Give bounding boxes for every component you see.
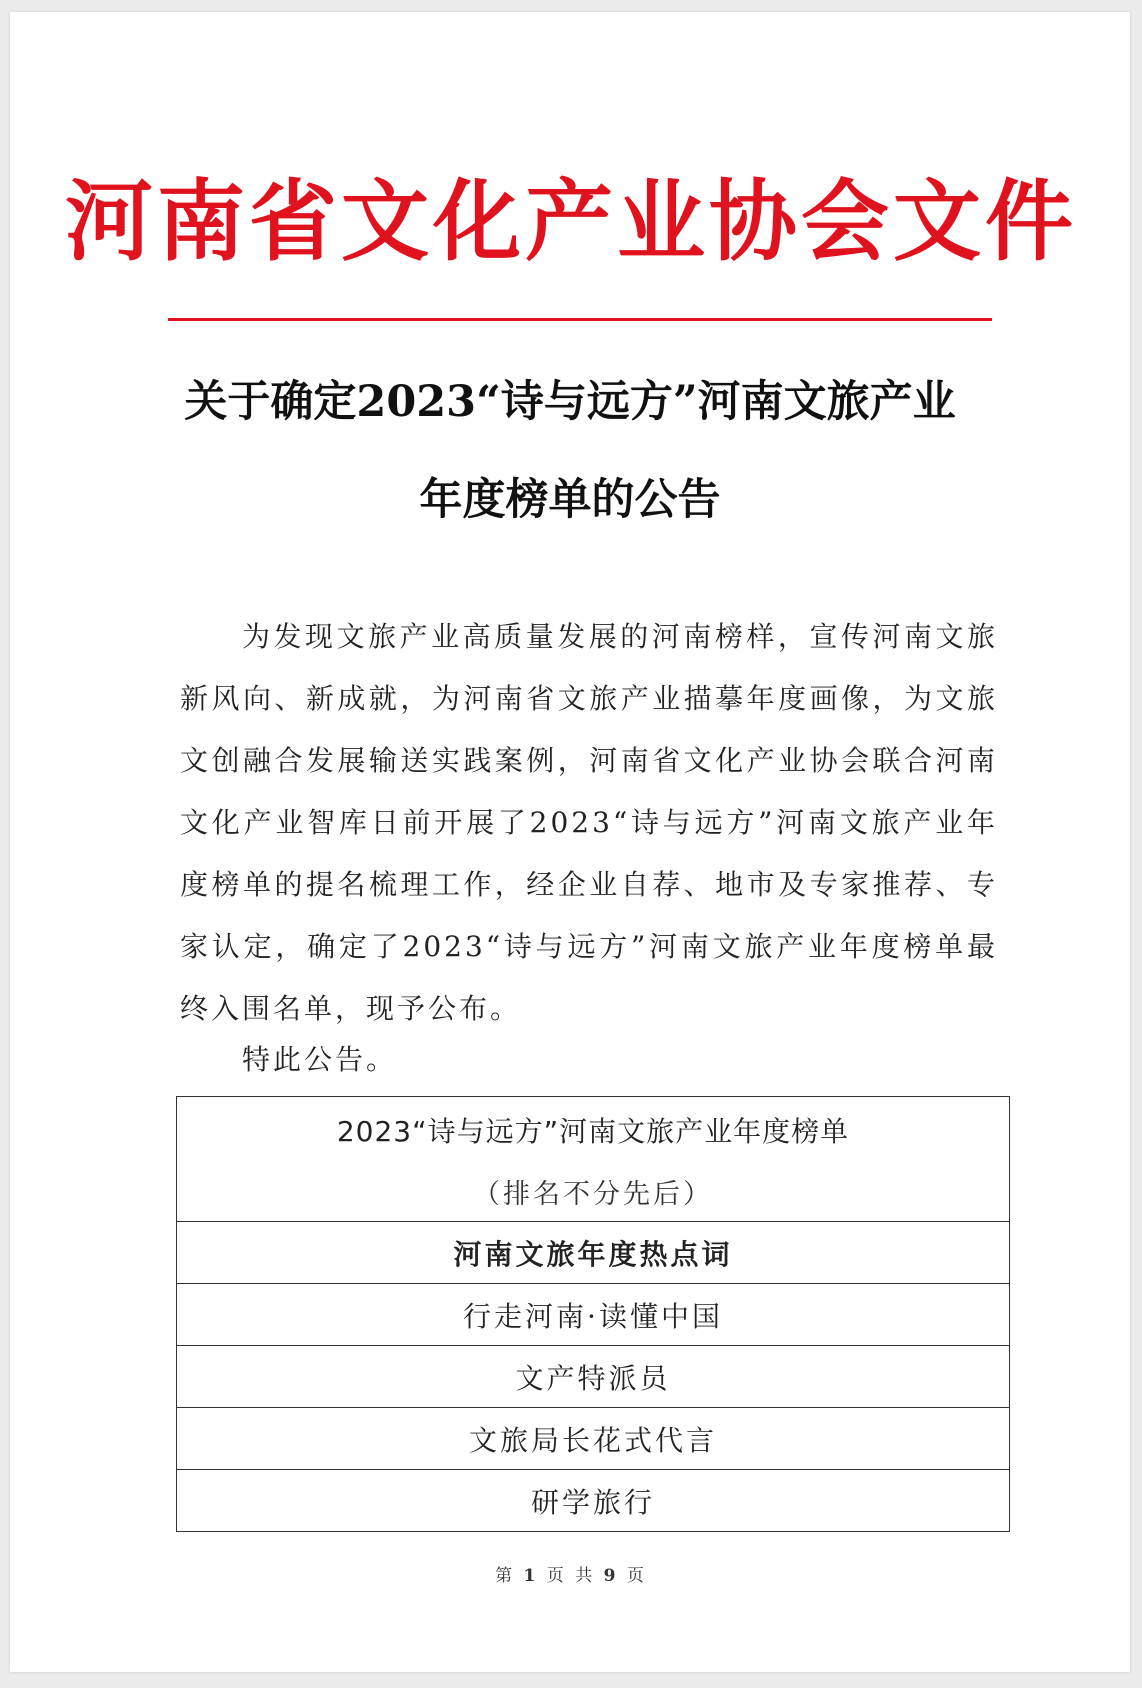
table-row <box>177 1470 1010 1532</box>
footer-middle: 页 共 <box>546 1566 596 1586</box>
table-item: 行走河南·读懂中国 <box>177 1284 1010 1346</box>
table-row <box>177 1284 1010 1346</box>
ranking-table <box>176 1096 1010 1532</box>
page-footer <box>0 1561 1142 1586</box>
table-row <box>177 1408 1010 1470</box>
table-section-heading: 河南文旅年度热点词 <box>177 1222 1010 1284</box>
table-item: 文产特派员 <box>177 1346 1010 1408</box>
red-divider-line <box>168 318 992 321</box>
table-section-row <box>177 1222 1010 1284</box>
document-title-line-1: 关于确定2023“诗与远方”河南文旅产业 <box>184 377 956 427</box>
table-item: 文旅局长花式代言 <box>177 1408 1010 1470</box>
table-header-row <box>177 1097 1010 1222</box>
table-header-cell <box>177 1097 1010 1222</box>
table-subtitle: （排名不分先后） <box>473 1178 713 1210</box>
body-paragraph: 为发现文旅产业高质量发展的河南榜样，宣传河南文旅新风向、新成就，为河南省文旅产业描摹年度画像，为文旅文创融合发展输送实践案例，河南省文化产业协会联合河南文化产业智库日前开展了2023“诗与远方”河南文旅产业年度榜单的提名梳理工作，经企业自荐、地市及专家推荐、专家认定，确定了2023“诗与远方”河南文旅产业年度榜单最终入围名单，现予公布。 <box>180 620 998 1025</box>
table-item: 研学旅行 <box>177 1470 1010 1532</box>
table-title: 2023“诗与远方”河南文旅产业年度榜单 <box>336 1114 850 1148</box>
footer-suffix: 页 <box>626 1566 647 1586</box>
footer-total-pages: 9 <box>603 1566 619 1586</box>
masthead-title: 河南省文化产业协会文件 <box>64 170 1077 273</box>
closing-text: 特此公告。 <box>242 1043 398 1076</box>
footer-prefix: 第 <box>495 1566 516 1586</box>
document-title-line-2: 年度榜单的公告 <box>419 475 721 525</box>
footer-page-number: 1 <box>523 1566 539 1586</box>
table-row <box>177 1346 1010 1408</box>
